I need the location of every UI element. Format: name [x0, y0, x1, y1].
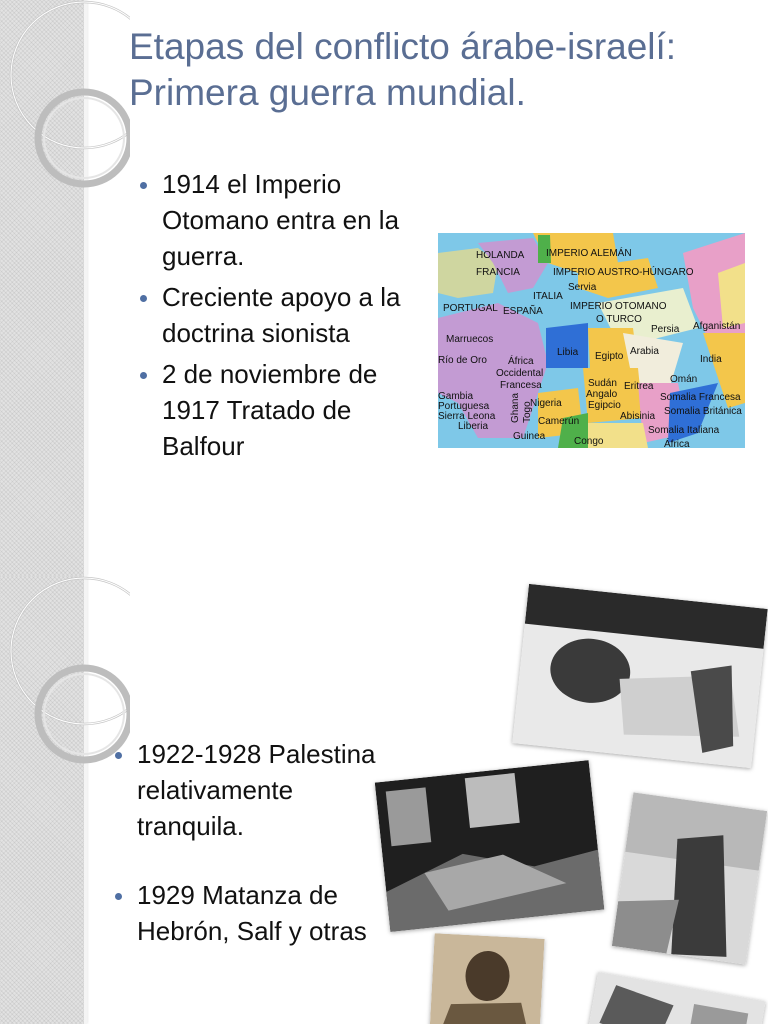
map-label: Portuguesa	[438, 401, 490, 412]
map-label: Afganistán	[693, 321, 741, 332]
map-label: Somalia Francesa	[660, 392, 741, 403]
map-label: O TURCO	[596, 314, 642, 325]
deco-circle-ring-inner	[44, 674, 124, 754]
deco-circle-large-highlight	[11, 578, 130, 724]
map-label: Omán	[670, 374, 698, 385]
map-label: Francesa	[500, 380, 542, 391]
world-war-map	[438, 233, 745, 448]
map-label: Sierra Leona	[438, 411, 496, 422]
map-label: ITALIA	[533, 291, 563, 302]
decorative-circles	[0, 576, 130, 776]
bullet-dot	[140, 295, 147, 302]
bullet-dot	[115, 893, 122, 900]
map-label: Sudán	[588, 378, 617, 389]
slide-2-bullet-list	[113, 736, 383, 949]
map-label: IMPERIO ALEMÁN	[546, 248, 632, 259]
photo-image	[429, 933, 544, 1024]
deco-circle-large	[11, 578, 130, 724]
map-label: HOLANDA	[476, 250, 525, 261]
map-land-libya	[546, 323, 588, 368]
photo-image	[512, 584, 767, 768]
map-label: Camerún	[538, 416, 580, 427]
map-label: India	[700, 354, 722, 365]
bullet-dot	[115, 752, 122, 759]
bullet-item	[113, 877, 383, 949]
map-label: Marruecos	[446, 334, 494, 345]
map-label: IMPERIO OTOMANO	[570, 301, 667, 312]
historical-photo	[375, 760, 605, 932]
deco-circle-ring-inner	[44, 98, 124, 178]
bullet-text: Creciente apoyo a la doctrina sionista	[162, 282, 401, 348]
map-label: PORTUGAL	[443, 303, 498, 314]
map-label: Somalia Británica	[664, 406, 742, 417]
deco-circle-ring	[38, 92, 130, 184]
map-label: Togo	[522, 401, 533, 423]
map-label: ESPAÑA	[503, 306, 543, 317]
photo-image	[612, 792, 767, 964]
photo-window	[465, 773, 520, 828]
map-label: Libia	[557, 347, 579, 358]
photo-window	[386, 787, 432, 846]
map-graphic	[438, 233, 745, 448]
map-label: Abisinia	[620, 411, 656, 422]
historical-photo	[584, 972, 765, 1024]
slide-title: Etapas del conflicto árabe-israelí: Primera guerra mundial.	[129, 26, 677, 113]
photo-image	[375, 760, 605, 932]
bullet-item	[138, 166, 418, 274]
map-label: África	[508, 356, 534, 367]
bullet-item	[138, 279, 418, 351]
slide-1-bullet-list	[138, 166, 418, 469]
map-label: Egipto	[595, 351, 624, 362]
deco-circle-large	[11, 2, 130, 148]
historical-photo	[512, 584, 767, 768]
map-label: Ghana	[510, 392, 521, 423]
map-label: Persia	[651, 324, 680, 335]
map-label: Somalia Italiana	[648, 425, 720, 436]
bullet-item	[138, 356, 418, 464]
map-label: Liberia	[458, 421, 489, 432]
map-label: Angalo	[586, 389, 618, 400]
bullet-dot	[140, 372, 147, 379]
bullet-item	[113, 736, 383, 844]
bullet-dot	[140, 182, 147, 189]
slide-2	[0, 576, 768, 1024]
bullet-text: 1929 Matanza de Hebrón, Salf y otras	[137, 880, 367, 946]
historical-photo	[429, 933, 544, 1024]
map-label: Nigeria	[530, 398, 562, 409]
bullet-text: 2 de noviembre de 1917 Tratado de Balfour	[162, 359, 378, 461]
map-label: FRANCIA	[476, 267, 520, 278]
bullet-text: 1922-1928 Palestina relativamente tranquila.	[137, 739, 376, 841]
photo-image	[584, 972, 765, 1024]
map-label: IMPERIO AUSTRO-HÚNGARO	[553, 267, 694, 278]
deco-circle-large-highlight	[11, 2, 130, 148]
map-label: Servia	[568, 282, 597, 293]
bullet-text: 1914 el Imperio Otomano entra en la guerra.	[162, 169, 400, 271]
decorative-circles	[0, 0, 130, 200]
map-label: Río de Oro	[438, 355, 487, 366]
map-label: Guinea	[513, 431, 546, 442]
map-label: Arabia	[630, 346, 659, 357]
map-label: Congo	[574, 436, 604, 447]
map-label: Egipcio	[588, 400, 621, 411]
map-label: Occidental	[496, 368, 544, 379]
historical-photo	[612, 792, 767, 964]
map-label: África	[664, 439, 690, 448]
map-label: Eritrea	[624, 381, 654, 392]
map-label: Gambia	[438, 391, 474, 402]
